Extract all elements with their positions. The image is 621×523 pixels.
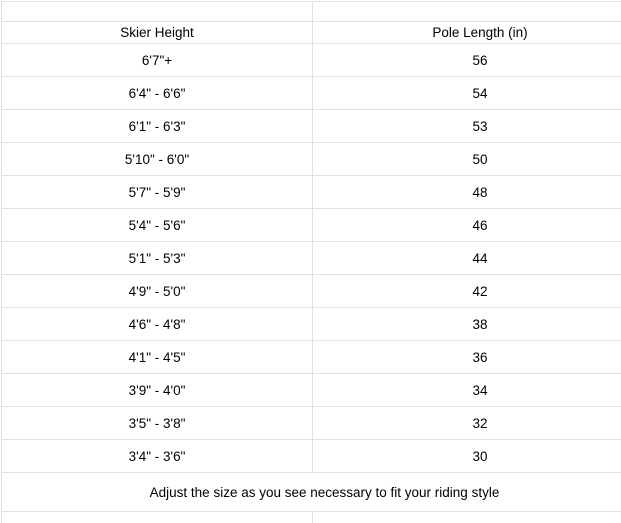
pole-length-cell: 54 <box>313 77 621 110</box>
pole-length-cell: 30 <box>313 440 621 473</box>
skier-height-cell: 6'7"+ <box>2 44 313 77</box>
pole-sizing-table <box>1 1 621 523</box>
skier-height-cell: 4'9" - 5'0" <box>2 275 313 308</box>
table-row <box>2 176 621 209</box>
table-row <box>2 242 621 275</box>
table-row <box>2 143 621 176</box>
pole-length-cell: 56 <box>313 44 621 77</box>
spacer-cell <box>313 2 621 22</box>
table-head <box>2 2 621 44</box>
note-row <box>2 473 621 512</box>
spacer-row <box>2 2 621 22</box>
pole-length-cell: 32 <box>313 407 621 440</box>
table-row <box>2 275 621 308</box>
pole-length-cell: 42 <box>313 275 621 308</box>
table-row <box>2 308 621 341</box>
pole-length-cell: 44 <box>313 242 621 275</box>
skier-height-cell: 6'4" - 6'6" <box>2 77 313 110</box>
header-row <box>2 22 621 44</box>
pole-length-cell: 36 <box>313 341 621 374</box>
skier-height-cell: 3'5" - 3'8" <box>2 407 313 440</box>
column-header-skier-height: Skier Height <box>2 22 313 44</box>
pole-length-cell: 53 <box>313 110 621 143</box>
pole-length-cell: 48 <box>313 176 621 209</box>
spacer-cell <box>2 512 313 523</box>
table-row <box>2 44 621 77</box>
pole-length-cell: 46 <box>313 209 621 242</box>
skier-height-cell: 3'4" - 3'6" <box>2 440 313 473</box>
pole-length-cell: 38 <box>313 308 621 341</box>
skier-height-cell: 4'6" - 4'8" <box>2 308 313 341</box>
spacer-cell <box>313 512 621 523</box>
skier-height-cell: 4'1" - 4'5" <box>2 341 313 374</box>
skier-height-cell: 5'1" - 5'3" <box>2 242 313 275</box>
table-row <box>2 110 621 143</box>
table-footer <box>2 473 621 523</box>
bottom-spacer-row <box>2 512 621 523</box>
table-row <box>2 209 621 242</box>
skier-height-cell: 3'9" - 4'0" <box>2 374 313 407</box>
sizing-note: Adjust the size as you see necessary to fit your riding style <box>2 473 621 512</box>
table-row <box>2 407 621 440</box>
skier-height-cell: 6'1" - 6'3" <box>2 110 313 143</box>
table-body <box>2 44 621 473</box>
table-row <box>2 341 621 374</box>
skier-height-cell: 5'4" - 5'6" <box>2 209 313 242</box>
skier-height-cell: 5'10" - 6'0" <box>2 143 313 176</box>
table-row <box>2 374 621 407</box>
spacer-cell <box>2 2 313 22</box>
table-row <box>2 440 621 473</box>
table-row <box>2 77 621 110</box>
skier-height-cell: 5'7" - 5'9" <box>2 176 313 209</box>
column-header-pole-length: Pole Length (in) <box>313 22 621 44</box>
pole-length-cell: 50 <box>313 143 621 176</box>
pole-length-cell: 34 <box>313 374 621 407</box>
